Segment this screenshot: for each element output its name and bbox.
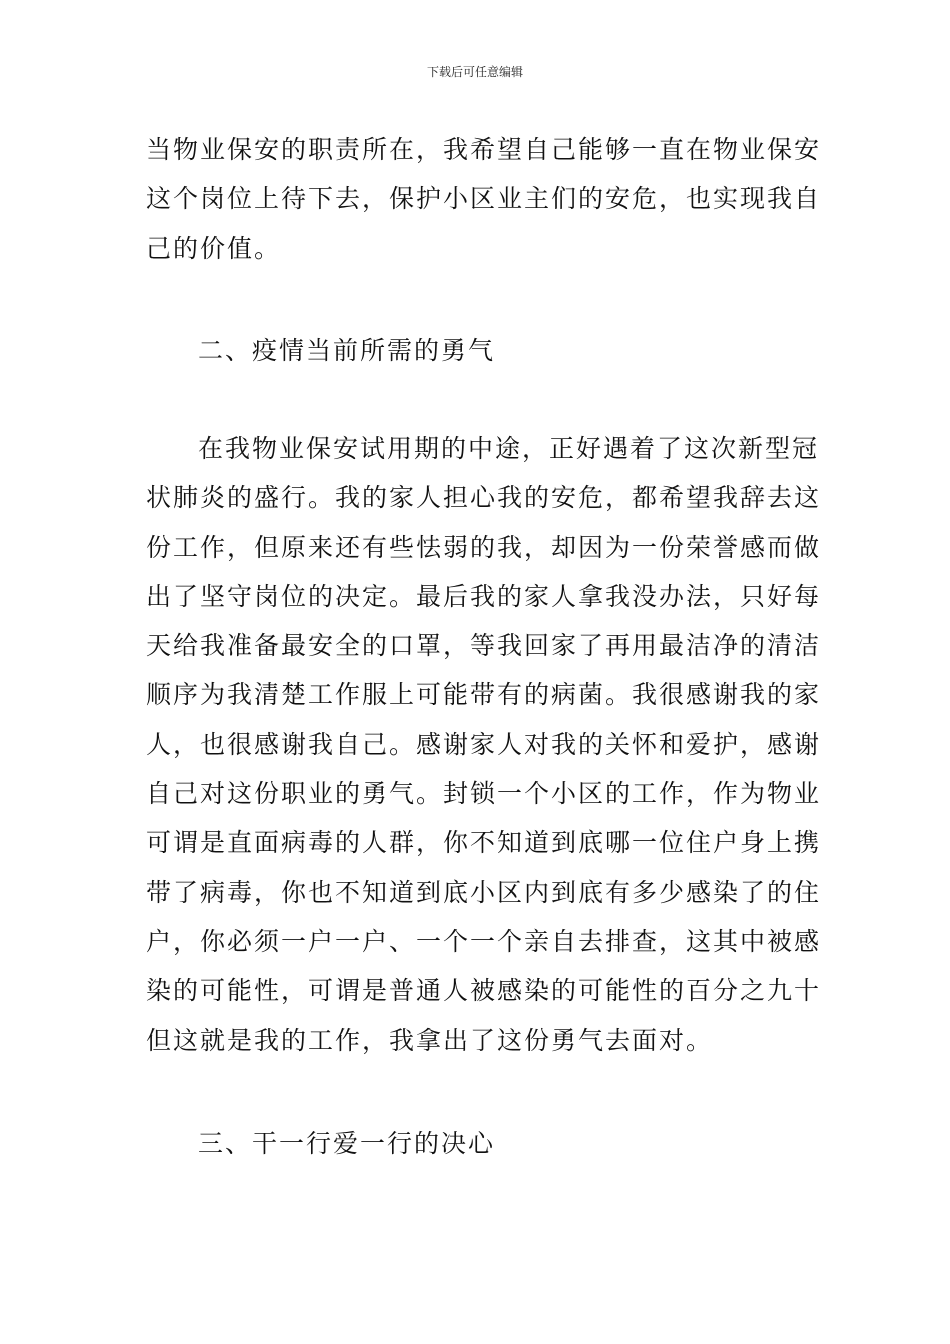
paragraph-line: 当物业保安的职责所在，我希望自己能够一直在物业保安 [146,135,822,164]
paragraph-line: 可谓是直面病毒的人群，你不知道到底哪一位住户身上携 [146,828,822,858]
page-header: 下载后可任意编辑 [426,65,523,79]
paragraph-line: 染的可能性，可谓是普通人被感染的可能性的百分之九十 [146,976,822,1006]
paragraph-2 [146,424,822,1065]
paragraph-line: 天给我准备最安全的口罩，等我回家了再用最洁净的清洁 [146,631,822,661]
paragraph-line: 顺序为我清楚工作服上可能带有的病菌。我很感谢我的家 [146,680,822,710]
paragraph-line: 带了病毒，你也不知道到底小区内到底有多少感染了的住 [146,877,822,907]
paragraph-line: 这个岗位上待下去，保护小区业主们的安危，也实现我自 [146,184,822,214]
paragraph-line: 己的价值。 [146,233,282,263]
section-heading-3: 三、干一行爱一行的决心 [198,1129,496,1158]
section-heading-2: 二、疫情当前所需的勇气 [198,336,496,365]
paragraph-line: 出了坚守岗位的决定。最后我的家人拿我没办法，只好每 [146,581,822,611]
paragraph-line: 自己对这份职业的勇气。封锁一个小区的工作，作为物业 [146,779,822,809]
paragraph-line: 人，也很感谢我自己。感谢家人对我的关怀和爱护，感谢 [146,729,822,759]
paragraph-line: 在我物业保安试用期的中途，正好遇着了这次新型冠 [198,434,820,463]
paragraph-line: 但这就是我的工作，我拿出了这份勇气去面对。 [146,1025,714,1055]
paragraph-line: 户，你必须一户一户、一个一个亲自去排查，这其中被感 [146,926,822,956]
paragraph-line: 状肺炎的盛行。我的家人担心我的安危，都希望我辞去这 [146,483,822,513]
paragraph-line: 份工作，但原来还有些怯弱的我，却因为一份荣誉感而做 [146,532,822,562]
paragraph-1 [146,125,822,273]
